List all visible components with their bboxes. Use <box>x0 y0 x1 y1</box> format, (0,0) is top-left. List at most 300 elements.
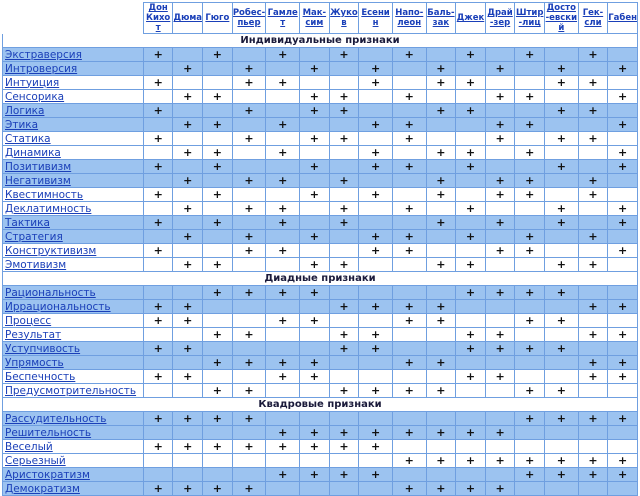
trait-row <box>3 174 638 188</box>
trait-label-cell <box>3 104 144 118</box>
empty-cell <box>143 356 173 370</box>
trait-mark-cell: + <box>300 160 330 174</box>
trait-label-cell <box>3 370 144 384</box>
trait-mark-cell: + <box>359 76 393 90</box>
trait-label-cell <box>3 132 144 146</box>
trait-mark-cell: + <box>266 244 300 258</box>
empty-cell <box>485 202 515 216</box>
empty-cell <box>266 384 300 398</box>
type-link[interactable]: Габен <box>608 13 637 23</box>
empty-cell <box>266 412 300 426</box>
trait-label-cell <box>3 202 144 216</box>
trait-mark-cell: + <box>329 132 359 146</box>
empty-cell <box>143 286 173 300</box>
trait-mark-cell: + <box>143 76 173 90</box>
trait-mark-cell: + <box>329 202 359 216</box>
trait-link[interactable]: Эмотивизм <box>5 258 67 271</box>
trait-mark-cell: + <box>266 356 300 370</box>
type-link[interactable]: Штир-лиц <box>515 8 544 28</box>
empty-cell <box>329 370 359 384</box>
trait-link[interactable]: Негативизм <box>5 174 71 187</box>
empty-cell <box>456 440 486 454</box>
empty-cell <box>359 482 393 496</box>
trait-mark-cell: + <box>608 468 638 482</box>
empty-cell <box>608 426 638 440</box>
trait-mark-cell: + <box>143 370 173 384</box>
trait-mark-cell: + <box>456 342 486 356</box>
empty-cell <box>392 328 426 342</box>
trait-mark-cell: + <box>608 454 638 468</box>
type-link[interactable]: Жуков <box>330 8 358 28</box>
empty-cell <box>359 48 393 62</box>
empty-cell <box>300 202 330 216</box>
trait-link[interactable]: Уступчивость <box>5 342 81 355</box>
empty-cell <box>485 440 515 454</box>
trait-row <box>3 62 638 76</box>
empty-cell <box>456 118 486 132</box>
trait-mark-cell: + <box>203 258 233 272</box>
empty-cell <box>392 62 426 76</box>
empty-cell <box>456 356 486 370</box>
type-link[interactable]: Гамлет <box>267 8 298 28</box>
empty-cell <box>203 468 233 482</box>
trait-mark-cell: + <box>426 174 456 188</box>
trait-mark-cell: + <box>329 104 359 118</box>
trait-link[interactable]: Рассудительность <box>5 412 107 425</box>
trait-mark-cell: + <box>143 48 173 62</box>
empty-cell <box>544 328 578 342</box>
trait-mark-cell: + <box>329 342 359 356</box>
trait-mark-cell: + <box>329 468 359 482</box>
type-link[interactable]: Досто-евский <box>545 3 578 33</box>
empty-cell <box>608 48 638 62</box>
trait-mark-cell: + <box>203 146 233 160</box>
trait-mark-cell: + <box>329 174 359 188</box>
empty-cell <box>203 300 233 314</box>
empty-cell <box>232 426 266 440</box>
empty-cell <box>329 76 359 90</box>
trait-mark-cell: + <box>266 146 300 160</box>
trait-label-cell <box>3 76 144 90</box>
empty-cell <box>359 454 393 468</box>
empty-cell <box>329 454 359 468</box>
type-link[interactable]: Робес-пьер <box>232 8 266 28</box>
empty-cell <box>544 174 578 188</box>
empty-cell <box>173 188 203 202</box>
trait-row <box>3 454 638 468</box>
empty-cell <box>232 48 266 62</box>
trait-link[interactable]: Иррациональность <box>5 300 111 313</box>
trait-label-cell <box>3 62 144 76</box>
empty-cell <box>203 314 233 328</box>
trait-mark-cell: + <box>329 384 359 398</box>
trait-mark-cell: + <box>203 216 233 230</box>
empty-cell <box>456 314 486 328</box>
trait-mark-cell: + <box>515 454 545 468</box>
empty-cell <box>173 328 203 342</box>
trait-mark-cell: + <box>359 342 393 356</box>
type-link[interactable]: Баль-зак <box>427 8 455 28</box>
trait-row <box>3 90 638 104</box>
type-link[interactable]: Напо-леон <box>395 8 424 28</box>
empty-cell <box>232 146 266 160</box>
empty-cell <box>392 146 426 160</box>
empty-cell <box>232 370 266 384</box>
trait-row <box>3 104 638 118</box>
trait-mark-cell: + <box>608 118 638 132</box>
trait-row <box>3 440 638 454</box>
trait-mark-cell: + <box>359 440 393 454</box>
trait-mark-cell: + <box>392 160 426 174</box>
empty-cell <box>359 370 393 384</box>
empty-cell <box>143 118 173 132</box>
type-link[interactable]: Драй-зер <box>487 8 513 28</box>
trait-link[interactable]: Этика <box>5 118 39 131</box>
trait-row <box>3 412 638 426</box>
trait-link[interactable]: Веселый <box>5 440 53 453</box>
trait-mark-cell: + <box>578 48 608 62</box>
trait-mark-cell: + <box>300 468 330 482</box>
empty-cell <box>426 230 456 244</box>
empty-cell <box>608 286 638 300</box>
empty-cell <box>266 62 300 76</box>
trait-link[interactable]: Логика <box>5 104 45 117</box>
trait-mark-cell: + <box>173 412 203 426</box>
empty-cell <box>515 62 545 76</box>
empty-cell <box>203 454 233 468</box>
trait-link[interactable]: Процесс <box>5 314 52 327</box>
trait-mark-cell: + <box>143 216 173 230</box>
empty-cell <box>392 216 426 230</box>
trait-mark-cell: + <box>485 426 515 440</box>
empty-cell <box>329 286 359 300</box>
trait-mark-cell: + <box>485 132 515 146</box>
trait-label-cell <box>3 230 144 244</box>
trait-row <box>3 314 638 328</box>
empty-cell <box>300 482 330 496</box>
trait-mark-cell: + <box>173 482 203 496</box>
empty-cell <box>143 202 173 216</box>
trait-link[interactable]: Демократизм <box>5 482 80 495</box>
section-title: Индивидуальные признаки <box>3 34 638 48</box>
trait-mark-cell: + <box>608 62 638 76</box>
trait-mark-cell: + <box>359 160 393 174</box>
trait-mark-cell: + <box>392 202 426 216</box>
empty-cell <box>203 230 233 244</box>
trait-link[interactable]: Беспечность <box>5 370 76 383</box>
empty-cell <box>300 76 330 90</box>
trait-mark-cell: + <box>544 202 578 216</box>
trait-link[interactable]: Квестимность <box>5 188 84 201</box>
trait-link[interactable]: Интуиция <box>5 76 60 89</box>
trait-link[interactable]: Позитивизм <box>5 160 72 173</box>
trait-mark-cell: + <box>456 160 486 174</box>
trait-label-cell <box>3 412 144 426</box>
type-link[interactable]: Дюма <box>173 13 203 23</box>
empty-cell <box>143 146 173 160</box>
empty-cell <box>173 216 203 230</box>
empty-cell <box>392 104 426 118</box>
trait-mark-cell: + <box>515 118 545 132</box>
empty-cell <box>578 118 608 132</box>
trait-link[interactable]: Решительность <box>5 426 92 439</box>
empty-cell <box>232 342 266 356</box>
trait-mark-cell: + <box>300 286 330 300</box>
trait-mark-cell: + <box>515 286 545 300</box>
trait-mark-cell: + <box>392 300 426 314</box>
empty-cell <box>515 258 545 272</box>
empty-cell <box>300 342 330 356</box>
empty-cell <box>456 188 486 202</box>
trait-row <box>3 188 638 202</box>
empty-cell <box>456 216 486 230</box>
trait-link[interactable]: Предусмотрительность <box>5 384 137 397</box>
trait-mark-cell: + <box>544 286 578 300</box>
trait-mark-cell: + <box>608 90 638 104</box>
type-header-cell <box>329 3 359 34</box>
trait-label-cell <box>3 440 144 454</box>
empty-cell <box>426 412 456 426</box>
empty-cell <box>456 412 486 426</box>
type-header-cell <box>392 3 426 34</box>
trait-link[interactable]: Динамика <box>5 146 61 159</box>
type-header-cell <box>426 3 456 34</box>
trait-mark-cell: + <box>173 174 203 188</box>
empty-cell <box>329 188 359 202</box>
section-header-row <box>3 398 638 412</box>
trait-label-cell <box>3 286 144 300</box>
trait-mark-cell: + <box>203 118 233 132</box>
trait-mark-cell: + <box>515 90 545 104</box>
empty-cell <box>426 440 456 454</box>
empty-cell <box>203 426 233 440</box>
trait-mark-cell: + <box>300 230 330 244</box>
trait-mark-cell: + <box>578 300 608 314</box>
empty-cell <box>485 146 515 160</box>
trait-label-cell <box>3 244 144 258</box>
empty-cell <box>392 76 426 90</box>
type-link[interactable]: Гюго <box>205 13 230 23</box>
trait-link[interactable]: Конструктивизм <box>5 244 97 257</box>
type-header-cell <box>608 3 638 34</box>
empty-cell <box>485 412 515 426</box>
empty-cell <box>608 230 638 244</box>
empty-cell <box>300 118 330 132</box>
empty-cell <box>329 356 359 370</box>
trait-mark-cell: + <box>232 356 266 370</box>
type-link[interactable]: Джек <box>456 13 485 23</box>
trait-mark-cell: + <box>266 440 300 454</box>
trait-mark-cell: + <box>173 300 203 314</box>
empty-cell <box>515 160 545 174</box>
trait-mark-cell: + <box>608 356 638 370</box>
empty-cell <box>232 160 266 174</box>
empty-cell <box>515 76 545 90</box>
trait-label-cell <box>3 426 144 440</box>
empty-cell <box>203 342 233 356</box>
empty-cell <box>232 300 266 314</box>
empty-cell <box>578 440 608 454</box>
trait-mark-cell: + <box>392 454 426 468</box>
empty-cell <box>266 258 300 272</box>
trait-mark-cell: + <box>544 454 578 468</box>
trait-mark-cell: + <box>359 384 393 398</box>
trait-mark-cell: + <box>329 258 359 272</box>
empty-cell <box>266 328 300 342</box>
empty-cell <box>359 174 393 188</box>
trait-mark-cell: + <box>544 468 578 482</box>
socionics-traits-table <box>2 2 638 496</box>
empty-cell <box>485 258 515 272</box>
trait-link[interactable]: Упрямость <box>5 356 64 369</box>
type-link[interactable]: Мак-сим <box>302 8 327 28</box>
trait-label-cell <box>3 356 144 370</box>
trait-label-cell <box>3 118 144 132</box>
trait-link[interactable]: Деклатимность <box>5 202 92 215</box>
trait-mark-cell: + <box>173 118 203 132</box>
empty-cell <box>515 104 545 118</box>
trait-mark-cell: + <box>485 244 515 258</box>
empty-cell <box>608 174 638 188</box>
trait-mark-cell: + <box>173 146 203 160</box>
empty-cell <box>515 482 545 496</box>
type-header-cell <box>300 3 330 34</box>
empty-cell <box>266 188 300 202</box>
type-header-cell <box>203 3 233 34</box>
empty-cell <box>300 384 330 398</box>
trait-mark-cell: + <box>485 328 515 342</box>
trait-mark-cell: + <box>300 90 330 104</box>
trait-mark-cell: + <box>392 244 426 258</box>
trait-mark-cell: + <box>515 230 545 244</box>
empty-cell <box>608 314 638 328</box>
empty-cell <box>485 76 515 90</box>
empty-cell <box>266 482 300 496</box>
type-link[interactable]: Дон Кихот <box>146 3 171 33</box>
empty-cell <box>544 356 578 370</box>
empty-cell <box>515 216 545 230</box>
empty-cell <box>544 48 578 62</box>
trait-link[interactable]: Тактика <box>5 216 50 229</box>
type-header-cell <box>143 3 173 34</box>
trait-link[interactable]: Серьезный <box>5 454 66 467</box>
empty-cell <box>232 188 266 202</box>
empty-cell <box>329 244 359 258</box>
trait-mark-cell: + <box>578 230 608 244</box>
trait-mark-cell: + <box>203 90 233 104</box>
empty-cell <box>456 468 486 482</box>
empty-cell <box>143 258 173 272</box>
trait-link[interactable]: Стратегия <box>5 230 63 243</box>
empty-cell <box>173 48 203 62</box>
trait-mark-cell: + <box>578 258 608 272</box>
empty-cell <box>173 244 203 258</box>
trait-mark-cell: + <box>485 370 515 384</box>
trait-link[interactable]: Сенсорика <box>5 90 65 103</box>
empty-cell <box>578 216 608 230</box>
trait-mark-cell: + <box>456 202 486 216</box>
trait-mark-cell: + <box>203 440 233 454</box>
trait-link[interactable]: Статика <box>5 132 51 145</box>
trait-mark-cell: + <box>392 356 426 370</box>
trait-mark-cell: + <box>329 440 359 454</box>
trait-mark-cell: + <box>266 286 300 300</box>
empty-cell <box>426 328 456 342</box>
trait-mark-cell: + <box>203 160 233 174</box>
trait-mark-cell: + <box>426 454 456 468</box>
empty-cell <box>232 258 266 272</box>
trait-row <box>3 468 638 482</box>
type-link[interactable]: Есенин <box>361 8 390 28</box>
empty-cell <box>544 230 578 244</box>
trait-row <box>3 342 638 356</box>
empty-cell <box>578 342 608 356</box>
trait-link[interactable]: Рациональность <box>5 286 96 299</box>
trait-mark-cell: + <box>544 412 578 426</box>
trait-mark-cell: + <box>266 48 300 62</box>
trait-row <box>3 76 638 90</box>
trait-row <box>3 370 638 384</box>
trait-label-cell <box>3 468 144 482</box>
empty-cell <box>392 342 426 356</box>
empty-cell <box>329 62 359 76</box>
trait-mark-cell: + <box>203 188 233 202</box>
empty-cell <box>266 454 300 468</box>
empty-cell <box>515 202 545 216</box>
trait-link[interactable]: Результат <box>5 328 62 341</box>
type-header-cell <box>456 3 486 34</box>
trait-mark-cell: + <box>456 286 486 300</box>
empty-cell <box>456 132 486 146</box>
type-header-cell <box>232 3 266 34</box>
trait-mark-cell: + <box>266 118 300 132</box>
trait-row <box>3 356 638 370</box>
trait-mark-cell: + <box>485 174 515 188</box>
trait-mark-cell: + <box>232 412 266 426</box>
trait-mark-cell: + <box>359 146 393 160</box>
trait-link[interactable]: Интроверсия <box>5 62 78 75</box>
empty-cell <box>173 384 203 398</box>
trait-row <box>3 482 638 496</box>
trait-row <box>3 300 638 314</box>
empty-cell <box>515 328 545 342</box>
empty-cell <box>359 412 393 426</box>
type-link[interactable]: Гек-сли <box>582 8 604 28</box>
trait-link[interactable]: Экстраверсия <box>5 48 82 61</box>
trait-row <box>3 286 638 300</box>
empty-cell <box>544 146 578 160</box>
trait-mark-cell: + <box>173 230 203 244</box>
trait-mark-cell: + <box>485 188 515 202</box>
empty-cell <box>266 104 300 118</box>
empty-cell <box>329 230 359 244</box>
empty-cell <box>515 132 545 146</box>
trait-mark-cell: + <box>544 314 578 328</box>
empty-cell <box>578 314 608 328</box>
trait-label-cell <box>3 258 144 272</box>
trait-mark-cell: + <box>578 370 608 384</box>
empty-cell <box>456 174 486 188</box>
empty-cell <box>485 468 515 482</box>
trait-link[interactable]: Аристократизм <box>5 468 90 481</box>
trait-mark-cell: + <box>456 104 486 118</box>
empty-cell <box>173 468 203 482</box>
trait-row <box>3 216 638 230</box>
empty-cell <box>300 300 330 314</box>
trait-mark-cell: + <box>232 230 266 244</box>
trait-label-cell <box>3 342 144 356</box>
trait-mark-cell: + <box>426 482 456 496</box>
